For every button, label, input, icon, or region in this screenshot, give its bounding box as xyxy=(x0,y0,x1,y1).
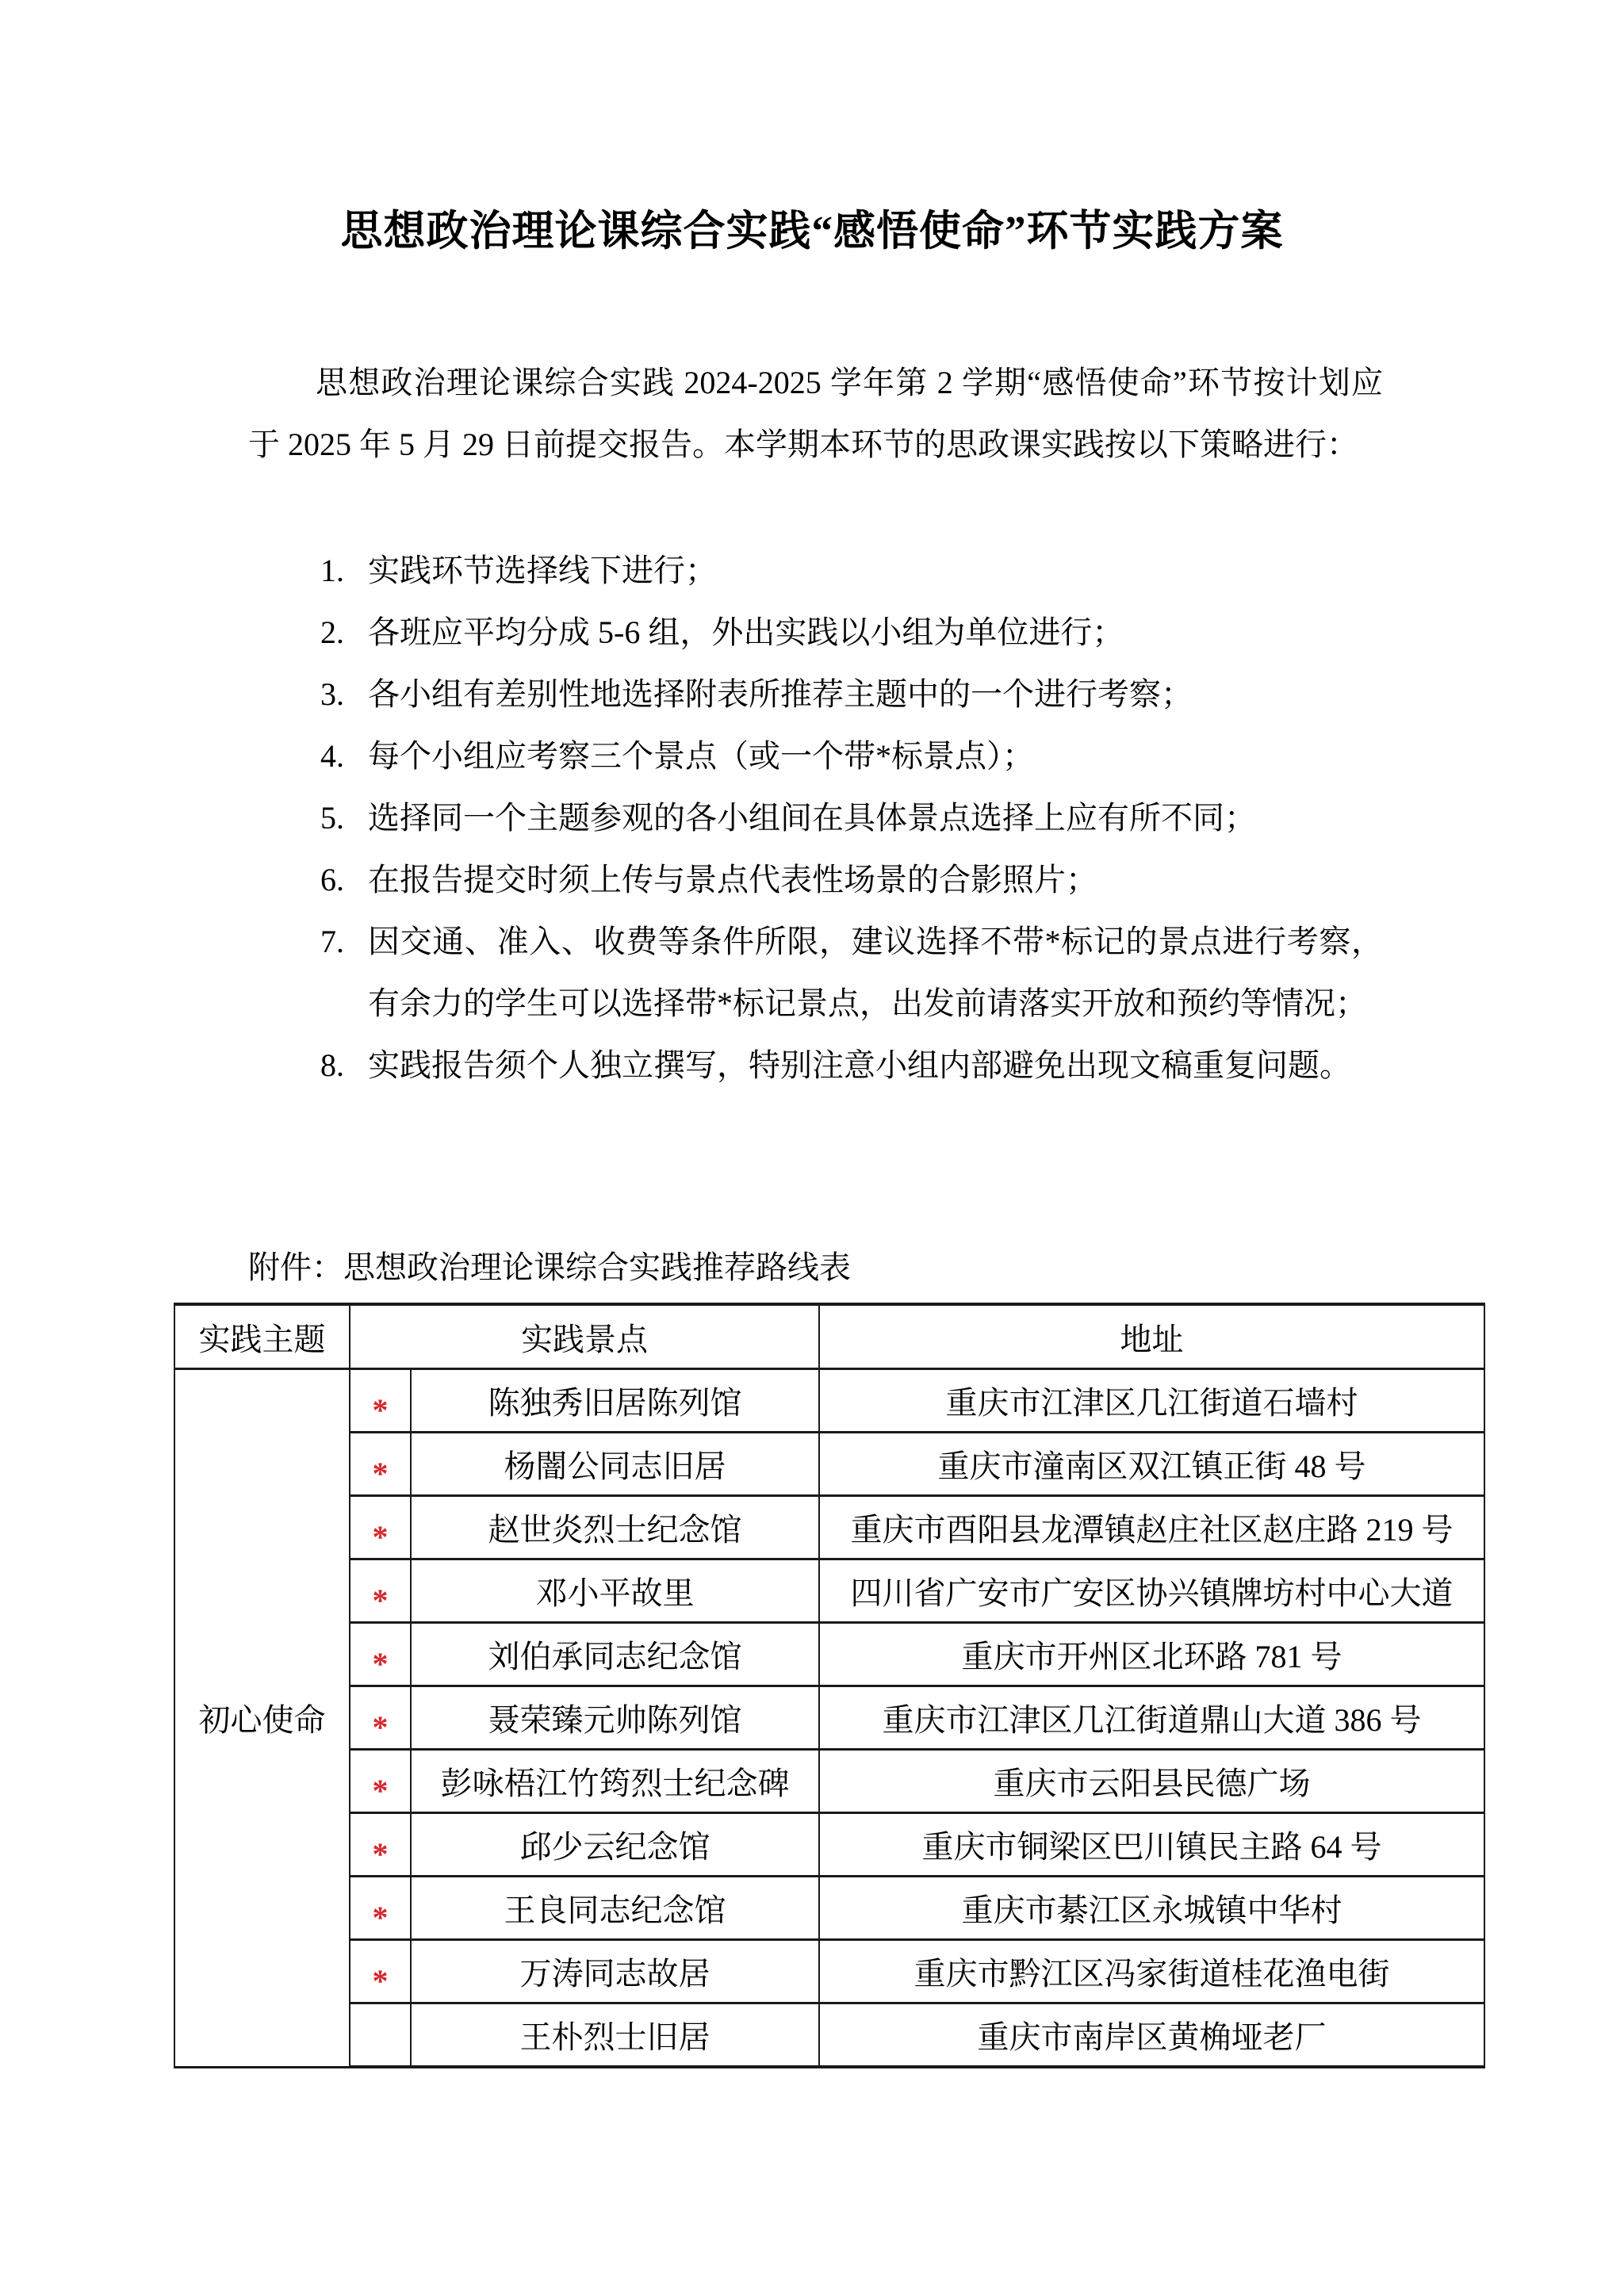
rule-number: 4. xyxy=(320,738,344,774)
header-practice-theme: 实践主题 xyxy=(174,1304,350,1369)
address-cell: 重庆市綦江区永城镇中华村 xyxy=(819,1877,1484,1940)
intro-paragraph: 思想政治理论课综合实践 2024-2025 学年第 2 学期“感悟使命”环节按计划应于 2025 年 5 月 29 日前提交报告。本学期本环节的思政课实践按以下策略进行： xyxy=(248,365,1383,462)
spot-cell: 王良同志纪念馆 xyxy=(411,1877,819,1940)
rule-text: 各班应平均分成 5-6 组，外出实践以小组为单位进行； xyxy=(368,614,1124,650)
address-cell: 重庆市南岸区黄桷垭老厂 xyxy=(819,2003,1484,2068)
spot-cell: 杨闇公同志旧居 xyxy=(411,1433,819,1496)
star-marker: * xyxy=(350,1813,411,1877)
rule-text: 各小组有差别性地选择附表所推荐主题中的一个进行考察； xyxy=(368,676,1193,712)
table-row xyxy=(174,1940,1484,2003)
table-row xyxy=(174,1496,1484,1559)
star-marker: * xyxy=(350,1623,411,1686)
address-cell: 重庆市云阳县民德广场 xyxy=(819,1750,1484,1813)
rule-item-4 xyxy=(248,725,1383,787)
address-cell: 重庆市酉阳县龙潭镇赵庄社区赵庄路 219 号 xyxy=(819,1496,1484,1559)
table-row xyxy=(174,1813,1484,1877)
rule-number: 2. xyxy=(320,614,344,650)
rule-item-8 xyxy=(248,1035,1383,1096)
table-row xyxy=(174,1686,1484,1750)
star-marker: * xyxy=(350,1433,411,1496)
rule-item-3 xyxy=(248,664,1383,725)
rule-item-5 xyxy=(248,787,1383,849)
rule-item-7 xyxy=(248,911,1383,1035)
header-practice-spot: 实践景点 xyxy=(350,1304,819,1369)
spot-cell: 邱少云纪念馆 xyxy=(411,1813,819,1877)
star-marker: * xyxy=(350,1877,411,1940)
address-cell: 重庆市铜梁区巴川镇民主路 64 号 xyxy=(819,1813,1484,1877)
spot-cell: 陈独秀旧居陈列馆 xyxy=(411,1369,819,1433)
address-cell: 重庆市开州区北环路 781 号 xyxy=(819,1623,1484,1686)
rule-number: 7. xyxy=(320,924,344,959)
table-header-row xyxy=(174,1304,1484,1369)
rule-text: 在报告提交时须上传与景点代表性场景的合影照片； xyxy=(368,862,1097,897)
star-marker: * xyxy=(350,1369,411,1433)
spot-cell: 刘伯承同志纪念馆 xyxy=(411,1623,819,1686)
table-row xyxy=(174,1559,1484,1623)
rule-item-2 xyxy=(248,602,1383,664)
rules-list xyxy=(248,540,1383,1096)
page-title: 思想政治理论课综合实践“感悟使命”环节实践方案 xyxy=(340,209,1284,254)
address-cell: 重庆市潼南区双江镇正街 48 号 xyxy=(819,1433,1484,1496)
attachment-caption: 附件：思想政治理论课综合实践推荐路线表 xyxy=(248,1249,851,1285)
spot-cell: 万涛同志故居 xyxy=(411,1940,819,2003)
address-cell: 四川省广安市广安区协兴镇牌坊村中心大道 xyxy=(819,1559,1484,1623)
spot-cell: 赵世炎烈士纪念馆 xyxy=(411,1496,819,1559)
star-marker-empty xyxy=(350,2003,411,2068)
rule-item-1 xyxy=(248,540,1383,602)
table-row xyxy=(174,2003,1484,2068)
address-cell: 重庆市江津区几江街道鼎山大道 386 号 xyxy=(819,1686,1484,1750)
spot-cell: 彭咏梧江竹筠烈士纪念碑 xyxy=(411,1750,819,1813)
rule-item-6 xyxy=(248,849,1383,911)
star-marker: * xyxy=(350,1940,411,2003)
rule-number: 6. xyxy=(320,862,344,897)
table-row xyxy=(174,1369,1484,1433)
address-cell: 重庆市江津区几江街道石墙村 xyxy=(819,1369,1484,1433)
star-marker: * xyxy=(350,1496,411,1559)
table-row xyxy=(174,1877,1484,1940)
rule-number: 3. xyxy=(320,676,344,712)
header-address: 地址 xyxy=(819,1304,1484,1369)
rule-number: 5. xyxy=(320,800,344,836)
table-row xyxy=(174,1750,1484,1813)
spot-cell: 邓小平故里 xyxy=(411,1559,819,1623)
rule-number: 1. xyxy=(320,553,344,588)
table-row xyxy=(174,1623,1484,1686)
rule-text: 实践环节选择线下进行； xyxy=(368,553,717,588)
theme-cell: 初心使命 xyxy=(174,1369,350,2068)
rule-text: 实践报告须个人独立撰写，特别注意小组内部避免出现文稿重复问题。 xyxy=(368,1047,1351,1083)
star-marker: * xyxy=(350,1559,411,1623)
rule-text: 因交通、准入、收费等条件所限，建议选择不带*标记的景点进行考察，有余力的学生可以选择带*标记景点，出发前请落实开放和预约等情况； xyxy=(368,924,1383,1021)
rule-text: 每个小组应考察三个景点（或一个带*标景点）； xyxy=(368,738,1034,774)
table-row xyxy=(174,1433,1484,1496)
rule-number: 8. xyxy=(320,1047,344,1083)
address-cell: 重庆市黔江区冯家街道桂花渔电街 xyxy=(819,1940,1484,2003)
rule-text: 选择同一个主题参观的各小组间在具体景点选择上应有所不同； xyxy=(368,800,1256,836)
star-marker: * xyxy=(350,1750,411,1813)
spot-cell: 聂荣臻元帅陈列馆 xyxy=(411,1686,819,1750)
spot-cell: 王朴烈士旧居 xyxy=(411,2003,819,2068)
recommended-routes-table xyxy=(174,1303,1485,2068)
star-marker: * xyxy=(350,1686,411,1750)
